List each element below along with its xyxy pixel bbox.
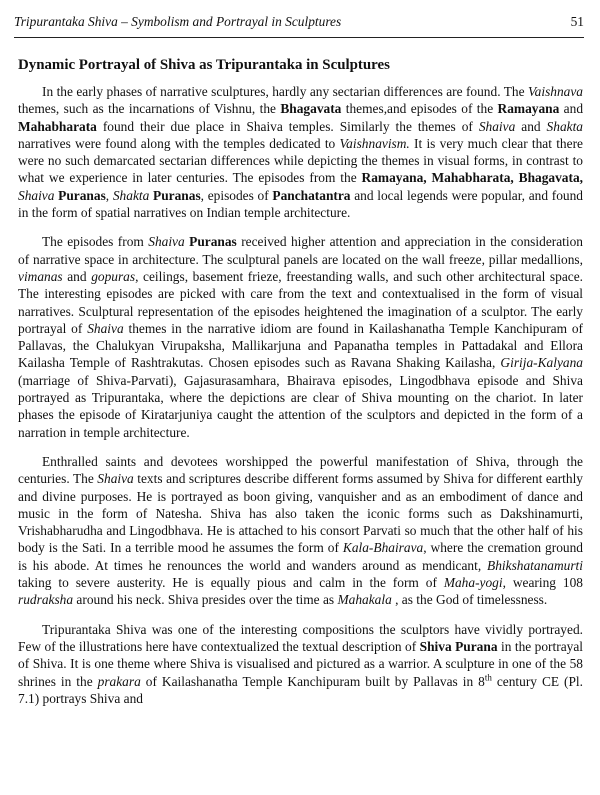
text-run: Puranas xyxy=(153,187,201,203)
text-run: Bhagavata xyxy=(280,101,342,117)
text-run: It is very much clear that there were no such demarcated sectarian differences while depicting the themes in visual forms, in contrast to what we experience in later centuries. The episodes from the xyxy=(18,135,583,186)
text-run: Shiva Purana xyxy=(419,638,498,654)
text-run: Shaiva xyxy=(478,118,516,134)
text-run: taking to severe austerity. He is equally pious and calm in the form of xyxy=(18,575,444,591)
text-run: themes, such as the incarnations of Vishnu, the xyxy=(18,101,281,117)
paragraph-1 xyxy=(18,83,583,221)
text-run: in the portrayal of Shiva. It is one theme where Shiva is visualised and pictured as a warrior. A sculpture in one of the 58 shrines in the xyxy=(18,638,583,689)
text-run: Ramayana xyxy=(497,101,560,117)
text-run: Kala-Bhairava xyxy=(342,540,424,556)
text-run: Maha-yogi xyxy=(443,575,503,591)
text-run: , wearing 108 xyxy=(502,575,583,591)
text-run: of Kailashanatha Temple Kanchipuram built by Pallavas in 8 xyxy=(140,673,485,689)
text-run: Shaiva xyxy=(97,471,134,487)
text-run: Vaishnavism. xyxy=(339,135,410,151)
text-run: themes,and episodes of the xyxy=(341,101,498,117)
text-run: , episodes of xyxy=(200,187,273,203)
text-run: The episodes from xyxy=(42,234,149,250)
text-run: century CE (Pl. 7.1) portrays Shiva and xyxy=(18,673,583,706)
text-run: , xyxy=(105,187,113,203)
text-run: gopuras xyxy=(91,268,136,284)
text-run: th xyxy=(484,672,492,683)
text-run: found their due place in Shaiva temples. Similarly the themes of xyxy=(96,118,479,134)
text-run: Tripurantaka Shiva was one of the interesting compositions the sculptors have vividly portrayed. Few of the illustrations here have contextualized the textual description of xyxy=(18,621,583,654)
text-run: received higher attention and appreciation in the consideration of narrative space in architecture. The sculptural panels are located on the wall freeze, pillar medallions, xyxy=(18,234,583,267)
text-run: texts and scriptures describe different forms assumed by Shiva for different earthly and divine purposes. He is portrayed as boon giving, vanquisher and as an embodiment of dance and music in the form of Natesha. Shiva has also taken the iconic forms such as Dakshinamurti, Vrishabharudha and Lingodbhava. He is attached to his consort Parvati so much that the other half of his body is the Sati. In a terrible mood he assumes the form of xyxy=(18,471,583,556)
text-run: and xyxy=(62,268,92,284)
text-run: vimanas xyxy=(18,268,63,284)
text-run: Shaiva xyxy=(18,187,55,203)
text-run: Shakta xyxy=(546,118,583,134)
text-run: , ceilings, basement frieze, freestanding walls, and such other architectural space. The interesting episodes are picked with care from the text and contextualised in the form of visual narratives. Sculptural representation of the episodes heightened the imagination of a sculptor. The early portrayal of xyxy=(18,268,584,336)
text-run: , where the cremation ground is his abode. At times he renounces the world and wanders around as mendicant, xyxy=(18,540,583,573)
text-run: themes in the narrative idiom are found in Kailashanatha Temple Kanchipuram of Pallavas, the Chalukyan Virupaksha, Mallikarjuna and Papanatha temples in Pattadakal and Ellora Kailasha Temple of Rashtrakutas. Chosen episodes such as Ravana Shaking Kailasha, xyxy=(18,320,583,371)
text-run: Shaiva xyxy=(87,320,124,336)
header-rule xyxy=(14,37,584,38)
text-run: Shakta xyxy=(112,187,150,203)
text-run: Girija-Kalyana xyxy=(500,355,583,371)
text-run: narratives were found along with the temples dedicated to xyxy=(18,135,340,151)
running-header xyxy=(14,14,584,30)
text-run: and local legends were popular, and found in the form of spatial narratives on Indian temple architecture. xyxy=(18,187,583,221)
text-run: In the early phases of narrative sculptures, hardly any sectarian differences are found. The xyxy=(42,84,528,99)
text-run: Puranas xyxy=(58,187,106,203)
text-run: Panchatantra xyxy=(272,187,351,203)
page-number: 51 xyxy=(570,14,584,29)
text-run: rudraksha xyxy=(18,592,74,608)
text-run: prakara xyxy=(97,673,141,689)
text-run: Vaishnava xyxy=(527,84,583,99)
text-run: (marriage of Shiva-Parvati), Gajasurasamhara, Bhairava episodes, Lingodbhava episode and Shiva portrayed as Tripurantaka, where the depictions are clear of Shiva mounting on the chariot. In later phases the episode of Kiratarjuniya caught the attention of the sculptors and depicted in the form of a narration in temple architecture. xyxy=(18,372,583,440)
text-run: Shaiva xyxy=(148,234,185,250)
section-heading: Dynamic Portrayal of Shiva as Tripurantaka in Sculptures xyxy=(18,57,390,73)
text-run: Enthralled saints and devotees worshipped the powerful manifestation of Shiva, through the centuries. The xyxy=(18,453,583,487)
text-run: Puranas xyxy=(189,234,237,250)
text-run: and xyxy=(559,101,584,117)
text-run: , as the God of timelessness. xyxy=(391,592,548,608)
text-run: Bhikshatanamurti xyxy=(487,557,583,573)
text-run: Ramayana, Mahabharata, Bhagavata, xyxy=(361,170,583,186)
paragraph-2 xyxy=(18,233,583,441)
paragraph-3 xyxy=(18,453,583,609)
text-run: Mahabharata xyxy=(18,118,97,134)
body-text xyxy=(18,83,583,719)
text-run: around his neck. Shiva presides over the time as xyxy=(73,592,338,608)
paragraph-4 xyxy=(18,621,583,707)
text-run: Mahakala xyxy=(337,592,392,608)
text-run: and xyxy=(515,118,547,134)
running-title: Tripurantaka Shiva – Symbolism and Portrayal in Sculptures xyxy=(14,14,342,29)
